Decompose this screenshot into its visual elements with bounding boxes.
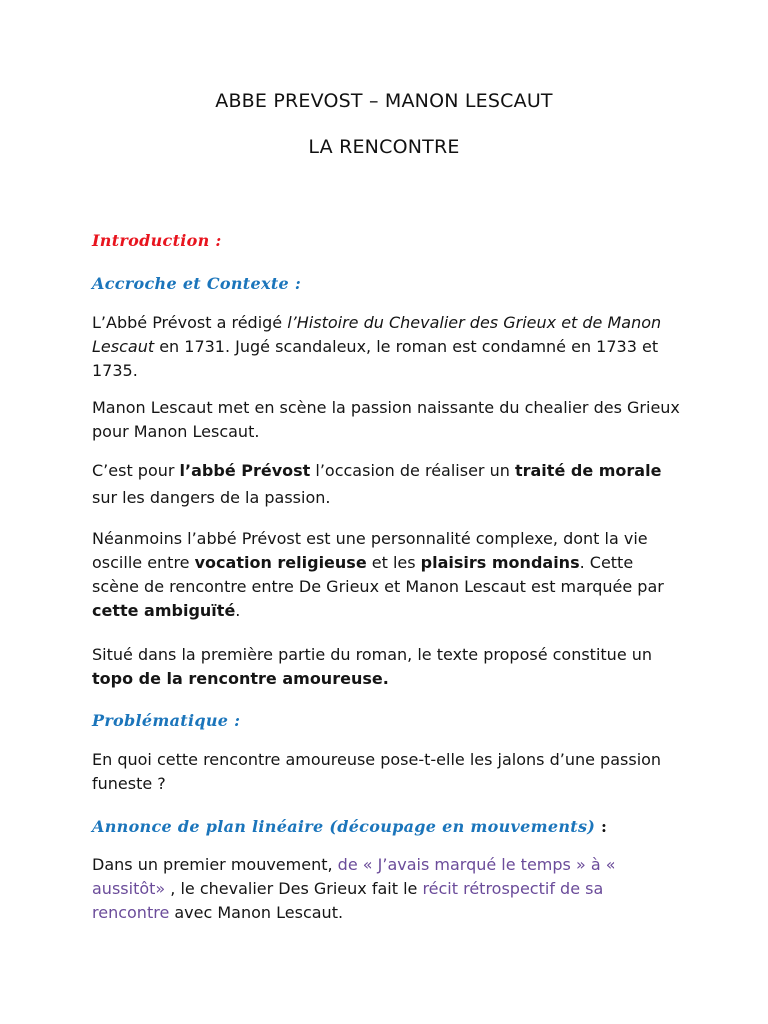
text-run: avec Manon Lescaut. [169,903,344,922]
heading-annonce [92,817,607,836]
bold-term: topo de la rencontre amoureuse. [92,669,389,688]
text-run: et les [366,553,421,572]
text-run: C’est pour [92,461,180,480]
paragraph-question: En quoi cette rencontre amoureuse pose-t-elle les jalons d’une passion funeste ? [92,750,662,793]
book-title: l’Histoire du Chevalier des Grieux et de Manon Lescaut [92,313,662,356]
bold-term: vocation religieuse [194,553,367,572]
text-run: sur les dangers de la passion. [92,488,331,507]
text-run: l’occasion de réaliser un [310,461,515,480]
quoted-range: de « J’avais marqué le temps » à « aussitôt» [92,855,616,898]
paragraph-ambiguity [92,527,682,623]
heading-annonce-label: Annonce de plan linéaire (découpage en mouvements) [92,817,596,836]
paragraph-topos [92,643,682,691]
text-run: , le chevalier Des Grieux fait le [165,879,423,898]
text-run: Dans un premier mouvement, [92,855,338,874]
paragraph-moral [92,457,682,511]
text-run: . Cette scène de rencontre entre De Grieux et Manon Lescaut est marquée par [92,553,664,596]
text-run: L’Abbé Prévost a rédigé [92,313,288,332]
bold-term: l’abbé Prévost [179,461,311,480]
bold-term: cette ambiguïté [92,601,236,620]
bold-term: plaisirs mondains [420,553,580,572]
heading-accroche: Accroche et Contexte : [92,274,302,293]
highlighted-phrase: récit rétrospectif de sa rencontre [92,879,604,922]
heading-introduction: Introduction : [92,231,222,250]
bold-term: traité de morale [514,461,662,480]
text-run: . [235,601,241,620]
text-run: en 1731. Jugé scandaleux, le roman est condamné en 1733 et 1735. [92,337,659,380]
paragraph-first-movement [92,853,682,925]
document-title: ABBE PREVOST – MANON LESCAUT [215,90,553,112]
text-run: Néanmoins l’abbé Prévost est une personnalité complexe, dont la vie oscille entre [92,529,648,572]
paragraph-summary: Manon Lescaut met en scène la passion naissante du chealier des Grieux pour Manon Lescaut. [92,398,680,441]
document-subtitle: LA RENCONTRE [308,136,460,158]
heading-annonce-colon: : [595,817,608,836]
paragraph-context [92,311,682,383]
heading-problematique: Problématique : [92,711,241,730]
text-run: Situé dans la première partie du roman, le texte proposé constitue un [92,645,653,664]
